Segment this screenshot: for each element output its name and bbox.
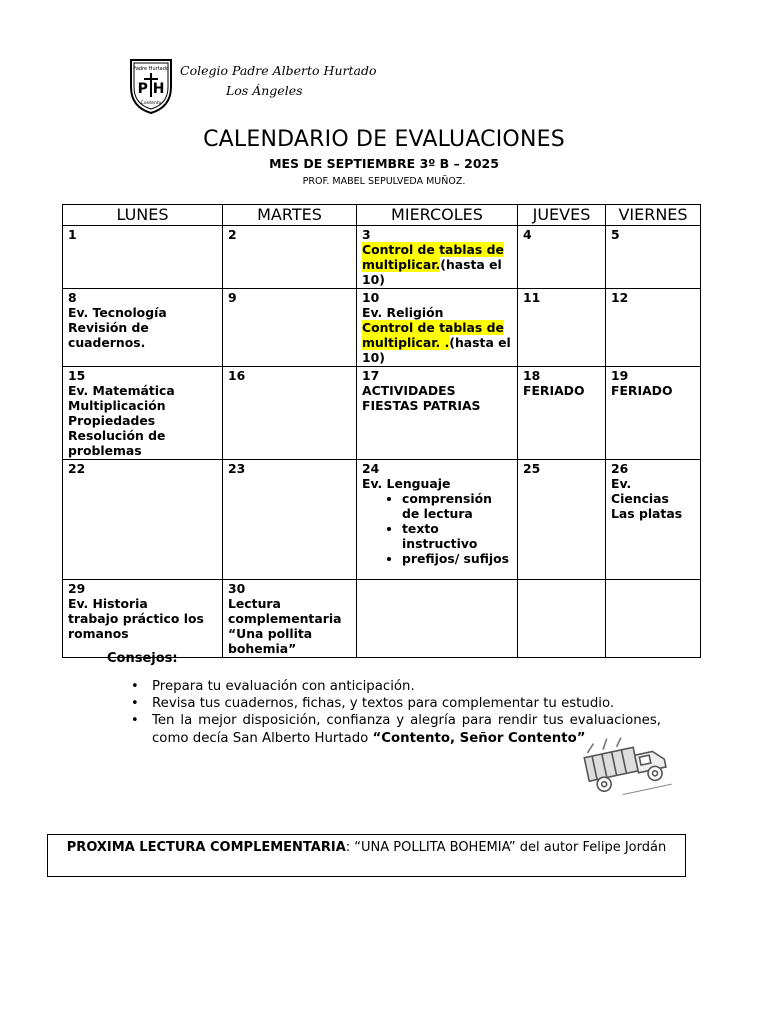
week-row <box>63 580 701 658</box>
day-number: 30 <box>228 581 246 596</box>
evaluation-subject: Lectura complementaria <box>228 596 342 626</box>
crest-letters: P H <box>137 81 165 97</box>
advice-title: Consejos: <box>107 651 178 666</box>
day-cell <box>357 580 518 658</box>
day-cell <box>357 367 518 460</box>
day-number: 9 <box>228 290 237 305</box>
activity-label: ACTIVIDADES FIESTAS PATRIAS <box>362 383 481 413</box>
day-cell <box>518 367 606 460</box>
list-item: • Revisa tus cuadernos, fichas, y textos para complementar tu estudio. <box>131 695 661 712</box>
day-cell <box>518 580 606 658</box>
day-number: 15 <box>68 368 86 383</box>
evaluation-subject: Ev. Historia <box>68 596 148 611</box>
day-number: 10 <box>362 290 380 305</box>
list-item: • Prepara tu evaluación con anticipación. <box>131 678 661 695</box>
header-monday: LUNES <box>63 205 223 226</box>
evaluation-detail: Las platas <box>611 506 683 521</box>
day-number: 22 <box>68 461 86 476</box>
school-header <box>128 57 428 117</box>
day-cell <box>63 226 223 289</box>
evaluation-note: (hasta el 10) <box>362 257 502 287</box>
evaluation-subject: Ciencias <box>611 491 669 506</box>
highlighted-evaluation: Control de tablas de multiplicar. . <box>362 320 504 350</box>
day-cell <box>606 226 701 289</box>
day-number: 11 <box>523 290 541 305</box>
list-item: • comprensión de lectura <box>402 491 512 521</box>
evaluation-subject: Ev. Lenguaje <box>362 476 451 491</box>
advice-quote: “Contento, Señor Contento” <box>372 730 586 746</box>
day-cell <box>357 289 518 367</box>
next-reading-box <box>47 834 686 877</box>
day-cell <box>63 460 223 580</box>
week-row <box>63 289 701 367</box>
evaluation-note: (hasta el 10) <box>362 335 511 365</box>
highlighted-evaluation: Control de tablas de multiplicar. <box>362 242 504 272</box>
school-crest-icon <box>128 57 174 115</box>
header-friday: VIERNES <box>606 205 701 226</box>
day-cell <box>606 367 701 460</box>
day-number: 12 <box>611 290 629 305</box>
day-number: 16 <box>228 368 246 383</box>
day-cell <box>606 289 701 367</box>
day-cell <box>357 460 518 580</box>
day-number: 3 <box>362 227 371 242</box>
day-number: 17 <box>362 368 380 383</box>
day-number: 24 <box>362 461 380 476</box>
day-cell <box>63 367 223 460</box>
day-cell <box>223 226 357 289</box>
evaluation-subject: Ev. <box>611 476 632 491</box>
day-number: 23 <box>228 461 246 476</box>
calendar-header-row <box>63 205 701 226</box>
page-title: CALENDARIO DE EVALUACIONES <box>203 127 565 152</box>
day-number: 25 <box>523 461 541 476</box>
day-number: 4 <box>523 227 532 242</box>
teacher-name: PROF. MABEL SEPULVEDA MUÑOZ. <box>302 176 466 187</box>
header-wednesday: MIERCOLES <box>357 205 518 226</box>
day-cell <box>63 289 223 367</box>
evaluation-detail: Propiedades <box>68 413 156 428</box>
holiday-label: FERIADO <box>523 383 585 398</box>
evaluation-detail: Multiplicación <box>68 398 166 413</box>
day-number: 18 <box>523 368 541 383</box>
next-reading-text: : “UNA POLLITA BOHEMIA” del autor Felipe Jordán <box>345 840 667 855</box>
evaluation-detail: Revisión de cuadernos. <box>68 320 149 350</box>
day-cell <box>606 580 701 658</box>
day-number: 29 <box>68 581 86 596</box>
header-thursday: JUEVES <box>518 205 606 226</box>
crest-motto: Contento <box>140 101 162 106</box>
list-item: • prefijos/ sufijos <box>402 551 512 566</box>
day-number: 5 <box>611 227 620 242</box>
crest-text: Padre Hurtado <box>133 66 169 72</box>
advice-text: Ten la mejor disposición, confianza y alegría para rendir tus evaluaciones, como decía San Alberto Hurtado <box>152 713 661 746</box>
day-number: 26 <box>611 461 629 476</box>
day-number: 8 <box>68 290 77 305</box>
truck-stamp-icon <box>577 726 687 806</box>
evaluation-calendar <box>62 204 701 658</box>
evaluation-detail: “Una pollita bohemia” <box>228 626 313 656</box>
day-cell <box>223 460 357 580</box>
day-cell <box>357 226 518 289</box>
day-cell <box>63 580 223 658</box>
evaluation-detail: Resolución de problemas <box>68 428 166 458</box>
week-row <box>63 460 701 580</box>
day-cell <box>223 580 357 658</box>
day-number: 19 <box>611 368 629 383</box>
header-tuesday: MARTES <box>223 205 357 226</box>
day-cell <box>606 460 701 580</box>
day-cell <box>518 289 606 367</box>
day-cell <box>223 289 357 367</box>
school-name: Colegio Padre Alberto Hurtado <box>180 63 377 78</box>
page-subtitle: MES DE SEPTIEMBRE 3º B – 2025 <box>269 156 499 171</box>
week-row <box>63 226 701 289</box>
next-reading-label: PROXIMA LECTURA COMPLEMENTARIA <box>66 840 346 855</box>
day-cell <box>223 367 357 460</box>
week-row <box>63 367 701 460</box>
evaluation-subject: Ev. Matemática <box>68 383 175 398</box>
evaluation-detail: trabajo práctico los romanos <box>68 611 204 641</box>
list-item: • texto instructivo <box>402 521 512 551</box>
day-cell <box>518 226 606 289</box>
evaluation-subject: Ev. Tecnología <box>68 305 167 320</box>
holiday-label: FERIADO <box>611 383 673 398</box>
day-cell <box>518 460 606 580</box>
day-number: 1 <box>68 227 77 242</box>
school-city: Los Ángeles <box>226 83 303 98</box>
evaluation-subject: Ev. Religión <box>362 305 444 320</box>
day-number: 2 <box>228 227 237 242</box>
evaluation-topic-list <box>362 491 512 566</box>
